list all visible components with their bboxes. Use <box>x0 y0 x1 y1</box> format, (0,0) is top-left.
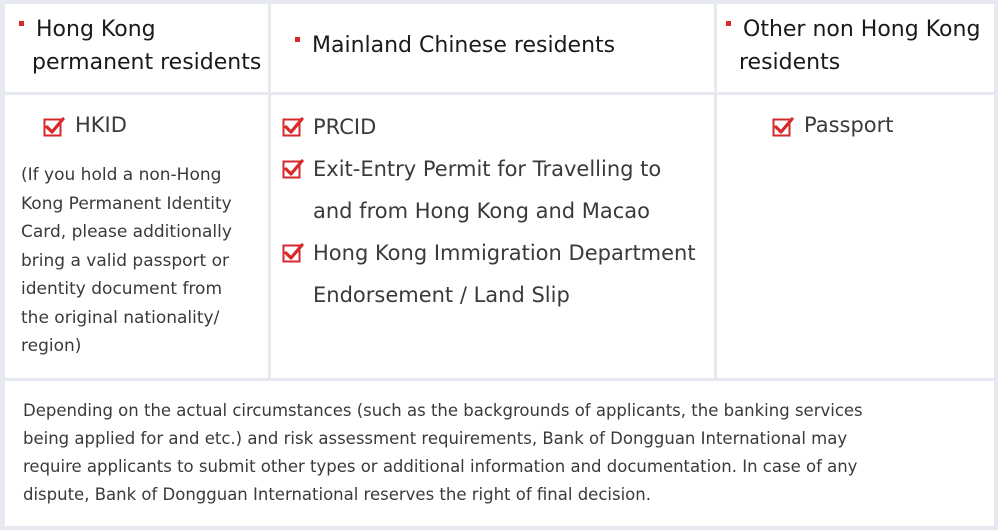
document-item: Passport <box>804 113 894 137</box>
document-item: PRCID <box>313 115 377 139</box>
disclaimer-line: being applied for and etc.) and risk assessment requirements, Bank of Dongguan International may <box>23 429 848 448</box>
checkmark-icon <box>282 158 304 180</box>
header-text: Other non Hong Kong <box>743 17 981 42</box>
document-item: Hong Kong Immigration Department <box>313 241 696 265</box>
disclaimer-line: Depending on the actual circumstances (such as the backgrounds of applicants, the banking services <box>23 401 863 420</box>
cell-mainland-documents <box>271 95 714 378</box>
document-item-continued: Endorsement / Land Slip <box>313 283 570 307</box>
cell-other-documents <box>717 95 994 378</box>
bullet-icon <box>295 37 300 42</box>
header-text: residents <box>739 50 841 75</box>
note-line: bring a valid passport or <box>21 250 229 271</box>
document-item-continued: and from Hong Kong and Macao <box>313 199 651 223</box>
bullet-icon <box>726 21 731 26</box>
header-line <box>726 14 980 46</box>
header-text: Hong Kong <box>36 17 156 42</box>
header-line <box>19 14 156 46</box>
disclaimer-cell <box>5 381 994 526</box>
checkmark-icon <box>43 116 65 138</box>
note-line: (If you hold a non-Hong <box>21 165 222 185</box>
note-line: the original nationality/ <box>21 307 220 328</box>
document-item: Exit-Entry Permit for Travelling to <box>313 157 662 181</box>
checkmark-icon <box>282 242 304 264</box>
document-item: HKID <box>75 113 127 137</box>
disclaimer-line: require applicants to submit other types or additional information and documentation. In case of any <box>23 457 858 476</box>
note-line: Kong Permanent Identity <box>21 193 232 214</box>
checkmark-icon <box>772 116 794 138</box>
bullet-icon <box>19 21 24 26</box>
header-hk-permanent-residents <box>5 4 268 92</box>
header-other-non-hk-residents <box>717 4 994 92</box>
header-line <box>295 30 615 62</box>
note-line: Card, please additionally <box>21 222 232 242</box>
hkid-note <box>21 161 232 361</box>
note-line: identity document from <box>21 279 223 299</box>
header-text: permanent residents <box>32 50 262 75</box>
cell-hk-permanent-documents <box>5 95 268 378</box>
disclaimer-text <box>23 397 983 509</box>
header-text: Mainland Chinese residents <box>312 33 616 58</box>
disclaimer-line: dispute, Bank of Dongguan International reserves the right of final decision. <box>23 485 651 504</box>
note-line: region) <box>21 336 82 356</box>
header-mainland-chinese-residents <box>271 4 714 92</box>
checkmark-icon <box>282 116 304 138</box>
